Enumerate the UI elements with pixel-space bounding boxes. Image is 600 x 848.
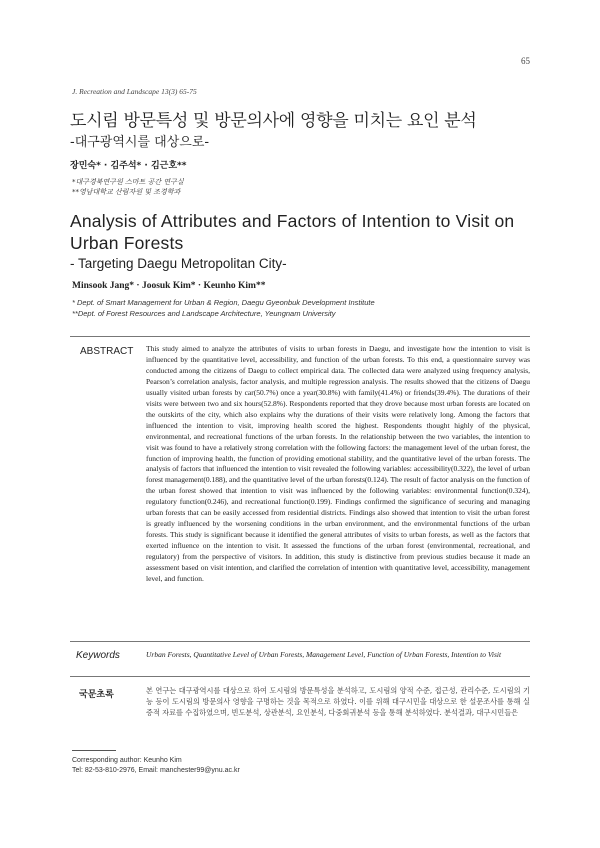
divider-top	[70, 336, 530, 337]
divider-keywords-top	[70, 641, 530, 642]
english-affiliation-2: **Dept. of Forest Resources and Landscape Architecture, Yeungnam University	[72, 309, 336, 318]
english-title: Analysis of Attributes and Factors of Intention to Visit on Urban Forests	[70, 211, 515, 253]
korean-affiliation-1: *대구경북연구원 스마트 공간 연구실	[72, 178, 184, 186]
keywords-text: Urban Forests, Quantitative Level of Urban Forests, Management Level, Function of Urban Forests, Intention to Visit	[146, 650, 502, 659]
page-number: 65	[521, 56, 530, 66]
korean-abstract-label: 국문초록	[79, 690, 114, 700]
korean-affiliation-2: **영남대학교 산림자원 및 조경학과	[72, 188, 181, 196]
english-affiliation-1: * Dept. of Smart Management for Urban & Region, Daegu Gyeonbuk Development Institute	[72, 298, 375, 307]
abstract-label: ABSTRACT	[80, 346, 134, 357]
korean-subtitle: -대구광역시를 대상으로-	[70, 135, 210, 150]
korean-authors: 장민숙* · 김주석* · 김근호**	[70, 161, 187, 171]
korean-abstract-text: 본 연구는 대구광역시를 대상으로 하여 도시림의 방문특성을 분석하고, 도시림의 양적 수준, 접근성, 관리수준, 도시림의 기능 등이 도시림의 방문의사 영향을 구명하는 것을 목적으로 하였다. 이를 위해 대구시민을 대상으로 한 설문조사를 통해 실증적 자료를 수집하였으며, 빈도분석, 상관분석, 요인분석, 다중회귀분석 등을 통해 분석하였다. 분석결과, 대구시민들은	[146, 686, 530, 717]
corresponding-author: Corresponding author: Keunho Kim	[72, 757, 182, 764]
english-subtitle: - Targeting Daegu Metropolitan City-	[70, 256, 287, 271]
english-authors: Minsook Jang* · Joosuk Kim* · Keunho Kim**	[72, 281, 266, 291]
korean-title: 도시림 방문특성 및 방문의사에 영향을 미치는 요인 분석	[70, 111, 477, 131]
keywords-label: Keywords	[76, 650, 120, 661]
author-contact: Tel: 82-53-810-2976, Email: manchester99@ynu.ac.kr	[72, 767, 240, 774]
footnote-divider	[72, 750, 116, 751]
abstract-text: This study aimed to analyze the attributes of visits to urban forests in Daegu, and investigate how the intention to visit is influenced by the quantitative level, accessibility, and function of the urban forests. To this end, a questionnaire survey was conducted among the citizens of Daegu to collect empirical data. The collected data were analyzed using frequency analysis, Pearson’s correlation analysis, factor analysis, and multiple regression analysis. The results showed that the citizens of Daegu usually visited urban forests by car(50.7%) once a year(30.8%) with family(41.4%) or friends(39.4%). The durations of their visits were between two and six hours(52.8%). Respondents reported that they drove because most urban forests are located on the outskirts of the city, which also explains why the durations of their visits were relatively long. Among the factors that influenced the intention to visit, improving health scored the highest. Respondents thought highly of the physical, environmental, and recreational functions of the urban forests. In the relationship between the two variables, the intention to visit was found to have a relatively strong correlation with the following factors: the management level of the urban forest, the function of improving health, the function of providing emotional stability, and the quantitative level of the urban forests. The analysis of factors that influenced the intention to visit revealed the following variables: accessibility(0.322), the level of urban forest management(0.188), and the quantitative level of the urban forests(0.124). The result of factor analysis on the function of the urban forest showed that intention to visit was influenced by the following variables: environmental function(0.324), regulatory function(0.246), and recreational function(0.199). Findings confirmed the significance of securing and managing urban forests that can be easily accessed from residential districts. Findings also showed that intention to visit the urban forest is greatly influenced by the worsening conditions in the urban environment, and the environmental functions of the urban forests. This study is significant because it identified the general attributes of visits to urban forests, as well as the factors that exerted influence on the intention to visit. It assessed the functions of the urban forest (environmental, recreational, and regulatory) from the perspective of visitors. In addition, this study is distinctive from previous studies because it made an assessment based on visit intention, and clarified the correlation of intention with quantitative level, accessibility, management level, and function.	[146, 344, 530, 584]
journal-citation: J. Recreation and Landscape 13(3) 65-75	[72, 87, 197, 96]
divider-keywords-bottom	[70, 676, 530, 677]
